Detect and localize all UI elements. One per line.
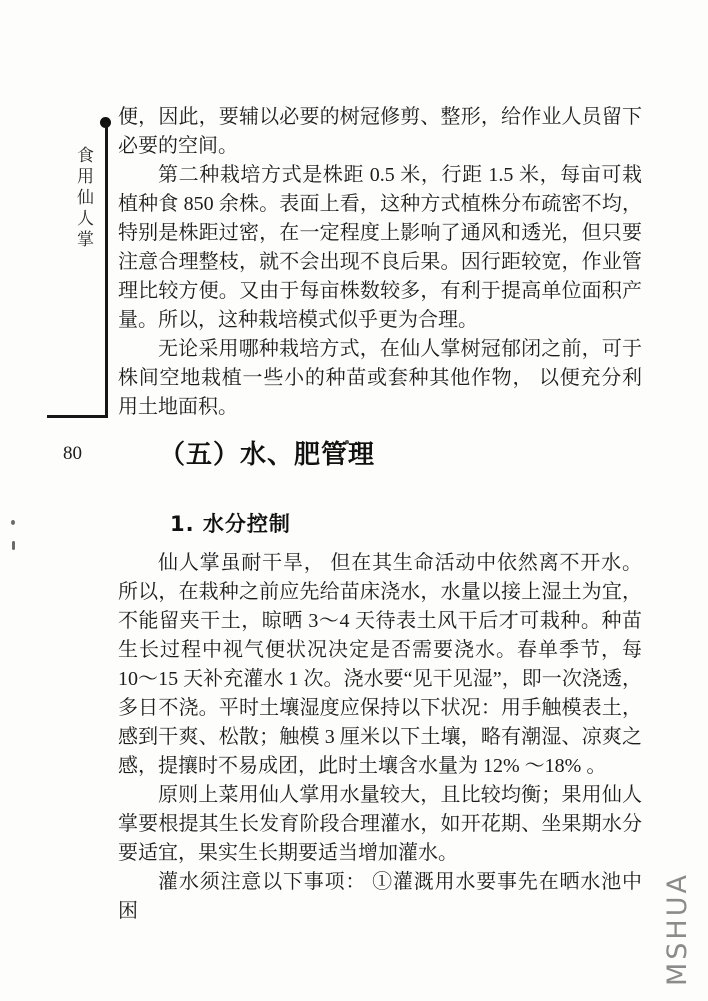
scan-speck	[11, 520, 15, 525]
margin-vertical-rule	[105, 122, 108, 418]
book-title-vertical: 食用仙人掌	[73, 146, 93, 251]
page-number: 80	[63, 443, 82, 464]
paragraph-continued: 便，因此，要辅以必要的树冠修剪、整形，给作业人员留下必要的空间。	[118, 106, 642, 157]
watermark-mshua: MSHUA	[662, 872, 693, 986]
paragraph-water-control: 仙人掌虽耐干旱， 但在其生命活动中依然离不开水。所以，在栽种之前应先给苗床浇水，水量以接上湿土为宜，不能留夹干土，晾晒 3～4 天待表土风干后才可栽种。种苗生长过程中视气便状况决定是否需要浇水。春单季节，每 10～15 天补充灌水 1 次。浇水要“见干见湿”，即一次浇透，多日不浇。平时土壤湿度应保持以下状况：用手触模表土，感到干爽、松散；触模 3 厘米以下土壤，略有潮湿、凉爽之感，提攘时不易成团，此时土壤含水量为 12% ～18% 。	[118, 552, 642, 777]
paragraph-interplanting: 无论采用哪种栽培方式，在仙人掌树冠郁闭之前，可于株间空地栽植一些小的种苗或套种其他作物， 以便充分利用土地面积。	[118, 338, 642, 418]
section-heading-water-fertilizer-management: （五）水、肥管理	[159, 440, 376, 470]
main-text-column-top	[118, 103, 642, 422]
margin-horizontal-rule	[47, 415, 108, 418]
main-text-column-bottom	[118, 549, 642, 926]
subsection-heading-water-control: 1. 水分控制	[170, 512, 291, 536]
paragraph-water-principle: 原则上菜用仙人掌用水量较大，且比较均衡；果用仙人掌要根提其生长发育阶段合理灌水，如开花期、坐果期水分要适宜，果实生长期要适当增加灌水。	[118, 784, 642, 864]
paragraph-planting-density: 第二种栽培方式是株距 0.5 米，行距 1.5 米，每亩可栽植种食 850 余株。表面上看，这种方式植株分布疏密不均，特别是株距过密，在一定程度上影响了通风和透光，但只要注意合理整枝，就不会出现不良后果。因行距较宽，作业管理比较方便。又由于每亩株数较多，有利于提高单位面积产量。所以，这种栽培模式似乎更为合理。	[118, 164, 642, 331]
paragraph-water-notes: 灌水须注意以下事项： ①灌溉用水要事先在晒水池中困	[118, 871, 642, 922]
scan-speck	[12, 541, 15, 550]
